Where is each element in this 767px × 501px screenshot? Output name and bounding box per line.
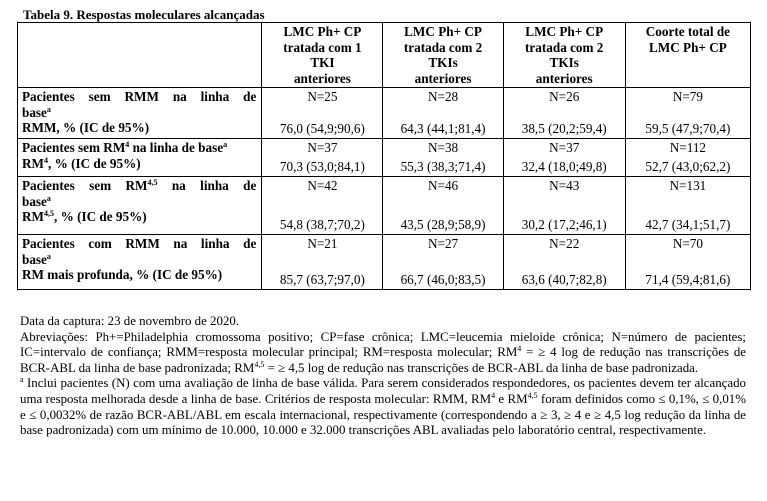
table-cell: N=37 32,4 (18,0;49,8) bbox=[503, 139, 625, 177]
table-cell: N=112 52,7 (43,0;62,2) bbox=[625, 139, 750, 177]
header-col-1: LMC Ph+ CP tratada com 1 TKI anteriores bbox=[262, 23, 383, 88]
row-label: Pacientes sem RMM na linha de base$^a$ RMM, % (IC de 95%) bbox=[18, 88, 262, 139]
table-cell: N=27 66,7 (46,0;83,5) bbox=[383, 235, 503, 290]
molecular-response-table bbox=[17, 22, 751, 290]
table-cell: N=25 76,0 (54,9;90,6) bbox=[262, 88, 383, 139]
table-cell: N=21 85,7 (63,7;97,0) bbox=[262, 235, 383, 290]
table-notes bbox=[20, 314, 746, 439]
table-cell: N=70 71,4 (59,4;81,6) bbox=[625, 235, 750, 290]
table-cell: N=22 63,6 (40,7;82,8) bbox=[503, 235, 625, 290]
table-cell: N=28 64,3 (44,1;81,4) bbox=[383, 88, 503, 139]
table-cell: N=131 42,7 (34,1;51,7) bbox=[625, 177, 750, 235]
row-label: Pacientes com RMM na linha de base$^a$ RM mais profunda, % (IC de 95%) bbox=[18, 235, 262, 290]
header-col-3: LMC Ph+ CP tratada com 2 TKIs anteriores bbox=[503, 23, 625, 88]
table-row bbox=[18, 88, 751, 139]
table-cell: N=38 55,3 (38,3;71,4) bbox=[383, 139, 503, 177]
table-cell: N=43 30,2 (17,2;46,1) bbox=[503, 177, 625, 235]
table-cell: N=79 59,5 (47,9;70,4) bbox=[625, 88, 750, 139]
table-row bbox=[18, 177, 751, 235]
header-col-2: LMC Ph+ CP tratada com 2 TKIs anteriores bbox=[383, 23, 503, 88]
abbreviations: Abreviações: Ph+=Philadelphia cromossoma positivo; CP=fase crônica; LMC=leucemia mieloide crônica; N=número de pacientes; IC=intervalo de confiança; RMM=resposta molecular principal; RM=resposta molecular; $RM^4$ = ≥ 4 log de redução nas transcrições de BCR-ABL da linha de base padronizada; RM$^{4,5}$ = ≥ 4,5 log de redução nas transcrições de BCR-ABL da linha de base padronizada. bbox=[20, 329, 746, 375]
capture-date: Data da captura: 23 de novembro de 2020. bbox=[20, 314, 240, 328]
table-row bbox=[18, 139, 751, 177]
table-row bbox=[18, 235, 751, 290]
table-caption: Tabela 9. Respostas moleculares alcançadas bbox=[23, 7, 265, 22]
table-cell: N=42 54,8 (38,7;70,2) bbox=[262, 177, 383, 235]
table-cell: N=26 38,5 (20,2;59,4) bbox=[503, 88, 625, 139]
row-label: Pacientes sem $RM^4$ na linha de base$^a$ $RM^4$, % (IC de 95%) bbox=[18, 139, 262, 177]
header-row bbox=[18, 23, 751, 88]
table-cell: N=37 70,3 (53,0;84,1) bbox=[262, 139, 383, 177]
footnote-a: $^a$ Inclui pacientes (N) com uma avaliação de linha de base válida. Para serem considerados respondedores, os pacientes devem ter alcançado uma resposta melhorada desde a linha de base. Critérios de resposta molecular: RMM, $RM^4$ e RM$^{4,5}$ foram definidos como ≤ 0,1%, ≤ 0,01% e ≤ 0,0032% de razão BCR-ABL/ABL em escala internacional, respectivamente (correspondendo a ≥ 3, ≥ 4 e ≥ 4,5 log redução da linha de base padronizada) com um mínimo de 10.000, 10.000 e 32.000 transcrições ABL avaliadas pelo laboratório central, respectivamente. bbox=[20, 375, 746, 438]
header-col-4: Coorte total de LMC Ph+ CP bbox=[625, 23, 750, 88]
row-label: Pacientes sem RM$^{4,5}$ na linha de base$^a$ RM$^{4,5}$, % (IC de 95%) bbox=[18, 177, 262, 235]
header-empty-cell bbox=[18, 23, 262, 88]
table-cell: N=46 43,5 (28,9;58,9) bbox=[383, 177, 503, 235]
